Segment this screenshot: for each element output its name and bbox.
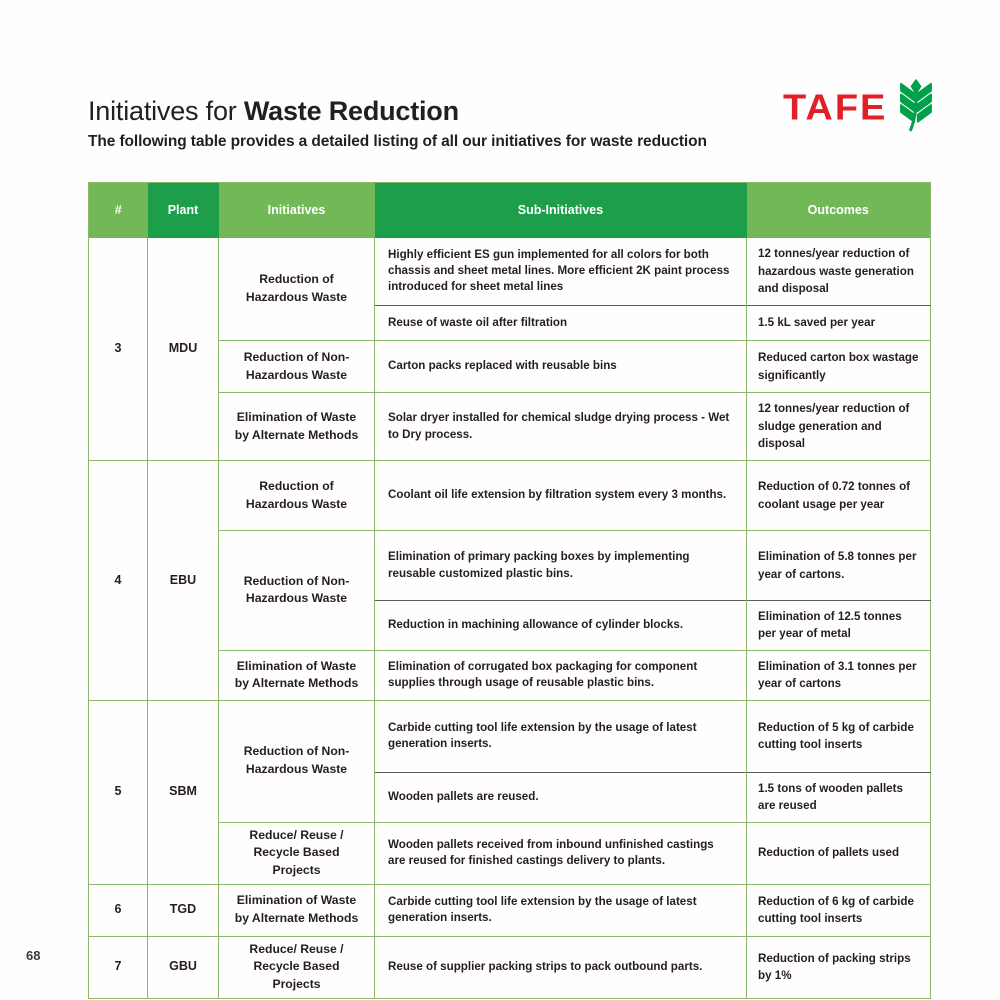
plant-cell: GBU <box>148 936 219 998</box>
outcome-cell: Reduced carton box wastage significantly <box>747 341 931 393</box>
page-number: 68 <box>26 948 41 963</box>
header-sub-initiatives: Sub-Initiatives <box>375 183 747 238</box>
outcome-cell: 12 tonnes/year reduction of sludge generation and disposal <box>747 393 931 461</box>
sub-initiative-cell: Carton packs replaced with reusable bins <box>375 341 747 393</box>
sub-initiative-cell: Elimination of primary packing boxes by implementing reusable customized plastic bins. <box>375 531 747 601</box>
page-title-regular: Initiatives for <box>88 96 244 126</box>
table-row <box>89 238 931 306</box>
row-number-cell: 6 <box>89 884 148 936</box>
row-number-cell: 4 <box>89 461 148 701</box>
initiative-cell: Reduction of Hazardous Waste <box>219 238 375 341</box>
plant-cell: SBM <box>148 700 219 884</box>
initiative-cell: Reduction of Non-Hazardous Waste <box>219 341 375 393</box>
tafe-logo-text: TAFE <box>783 87 888 128</box>
sub-initiative-cell: Carbide cutting tool life extension by the usage of latest generation inserts. <box>375 884 747 936</box>
initiative-cell: Elimination of Waste by Alternate Methods <box>219 650 375 700</box>
outcome-cell: Elimination of 5.8 tonnes per year of cartons. <box>747 531 931 601</box>
outcome-cell: 12 tonnes/year reduction of hazardous waste generation and disposal <box>747 238 931 306</box>
sub-initiative-cell: Highly efficient ES gun implemented for all colors for both chassis and sheet metal lines. More efficient 2K paint process introduced for sheet metal lines <box>375 238 747 306</box>
page-title-bold: Waste Reduction <box>243 96 459 126</box>
outcome-cell: 1.5 kL saved per year <box>747 306 931 341</box>
sub-initiative-cell: Coolant oil life extension by filtration system every 3 months. <box>375 461 747 531</box>
outcome-cell: Reduction of packing strips by 1% <box>747 936 931 998</box>
row-number-cell: 5 <box>89 700 148 884</box>
row-number-cell: 7 <box>89 936 148 998</box>
sub-initiative-cell: Reuse of waste oil after filtration <box>375 306 747 341</box>
header-outcomes: Outcomes <box>747 183 931 238</box>
page-title <box>88 96 459 127</box>
sub-initiative-cell: Carbide cutting tool life extension by the usage of latest generation inserts. <box>375 700 747 772</box>
outcome-cell: Reduction of 5 kg of carbide cutting tool inserts <box>747 700 931 772</box>
outcome-cell: Reduction of 0.72 tonnes of coolant usage per year <box>747 461 931 531</box>
outcome-cell: Reduction of 6 kg of carbide cutting tool inserts <box>747 884 931 936</box>
table-row <box>89 700 931 772</box>
sub-initiative-cell: Solar dryer installed for chemical sludge drying process - Wet to Dry process. <box>375 393 747 461</box>
table-row <box>89 884 931 936</box>
sub-initiative-cell: Reuse of supplier packing strips to pack outbound parts. <box>375 936 747 998</box>
initiative-cell: Reduce/ Reuse / Recycle Based Projects <box>219 822 375 884</box>
initiative-cell: Elimination of Waste by Alternate Methods <box>219 884 375 936</box>
initiative-cell: Reduction of Hazardous Waste <box>219 461 375 531</box>
waste-reduction-table <box>88 182 930 999</box>
outcome-cell: Elimination of 12.5 tonnes per year of metal <box>747 601 931 651</box>
sub-initiative-cell: Elimination of corrugated box packaging for component supplies through usage of reusable plastic bins. <box>375 650 747 700</box>
outcome-cell: Reduction of pallets used <box>747 822 931 884</box>
header-number: # <box>89 183 148 238</box>
page-subtitle: The following table provides a detailed listing of all our initiatives for waste reduction <box>88 133 707 150</box>
tafe-logo <box>783 78 939 137</box>
wheat-icon <box>893 78 939 137</box>
table-row <box>89 936 931 998</box>
outcome-cell: 1.5 tons of wooden pallets are reused <box>747 772 931 822</box>
sub-initiative-cell: Wooden pallets received from inbound unfinished castings are reused for finished castings delivery to plants. <box>375 822 747 884</box>
plant-cell: EBU <box>148 461 219 701</box>
table-header-row <box>89 183 931 238</box>
header-initiatives: Initiatives <box>219 183 375 238</box>
plant-cell: MDU <box>148 238 219 461</box>
sub-initiative-cell: Wooden pallets are reused. <box>375 772 747 822</box>
initiative-cell: Reduce/ Reuse / Recycle Based Projects <box>219 936 375 998</box>
row-number-cell: 3 <box>89 238 148 461</box>
outcome-cell: Elimination of 3.1 tonnes per year of cartons <box>747 650 931 700</box>
table-row <box>89 461 931 531</box>
header-plant: Plant <box>148 183 219 238</box>
initiative-cell: Reduction of Non-Hazardous Waste <box>219 700 375 822</box>
plant-cell: TGD <box>148 884 219 936</box>
sub-initiative-cell: Reduction in machining allowance of cylinder blocks. <box>375 601 747 651</box>
initiative-cell: Elimination of Waste by Alternate Methods <box>219 393 375 461</box>
initiative-cell: Reduction of Non-Hazardous Waste <box>219 531 375 651</box>
